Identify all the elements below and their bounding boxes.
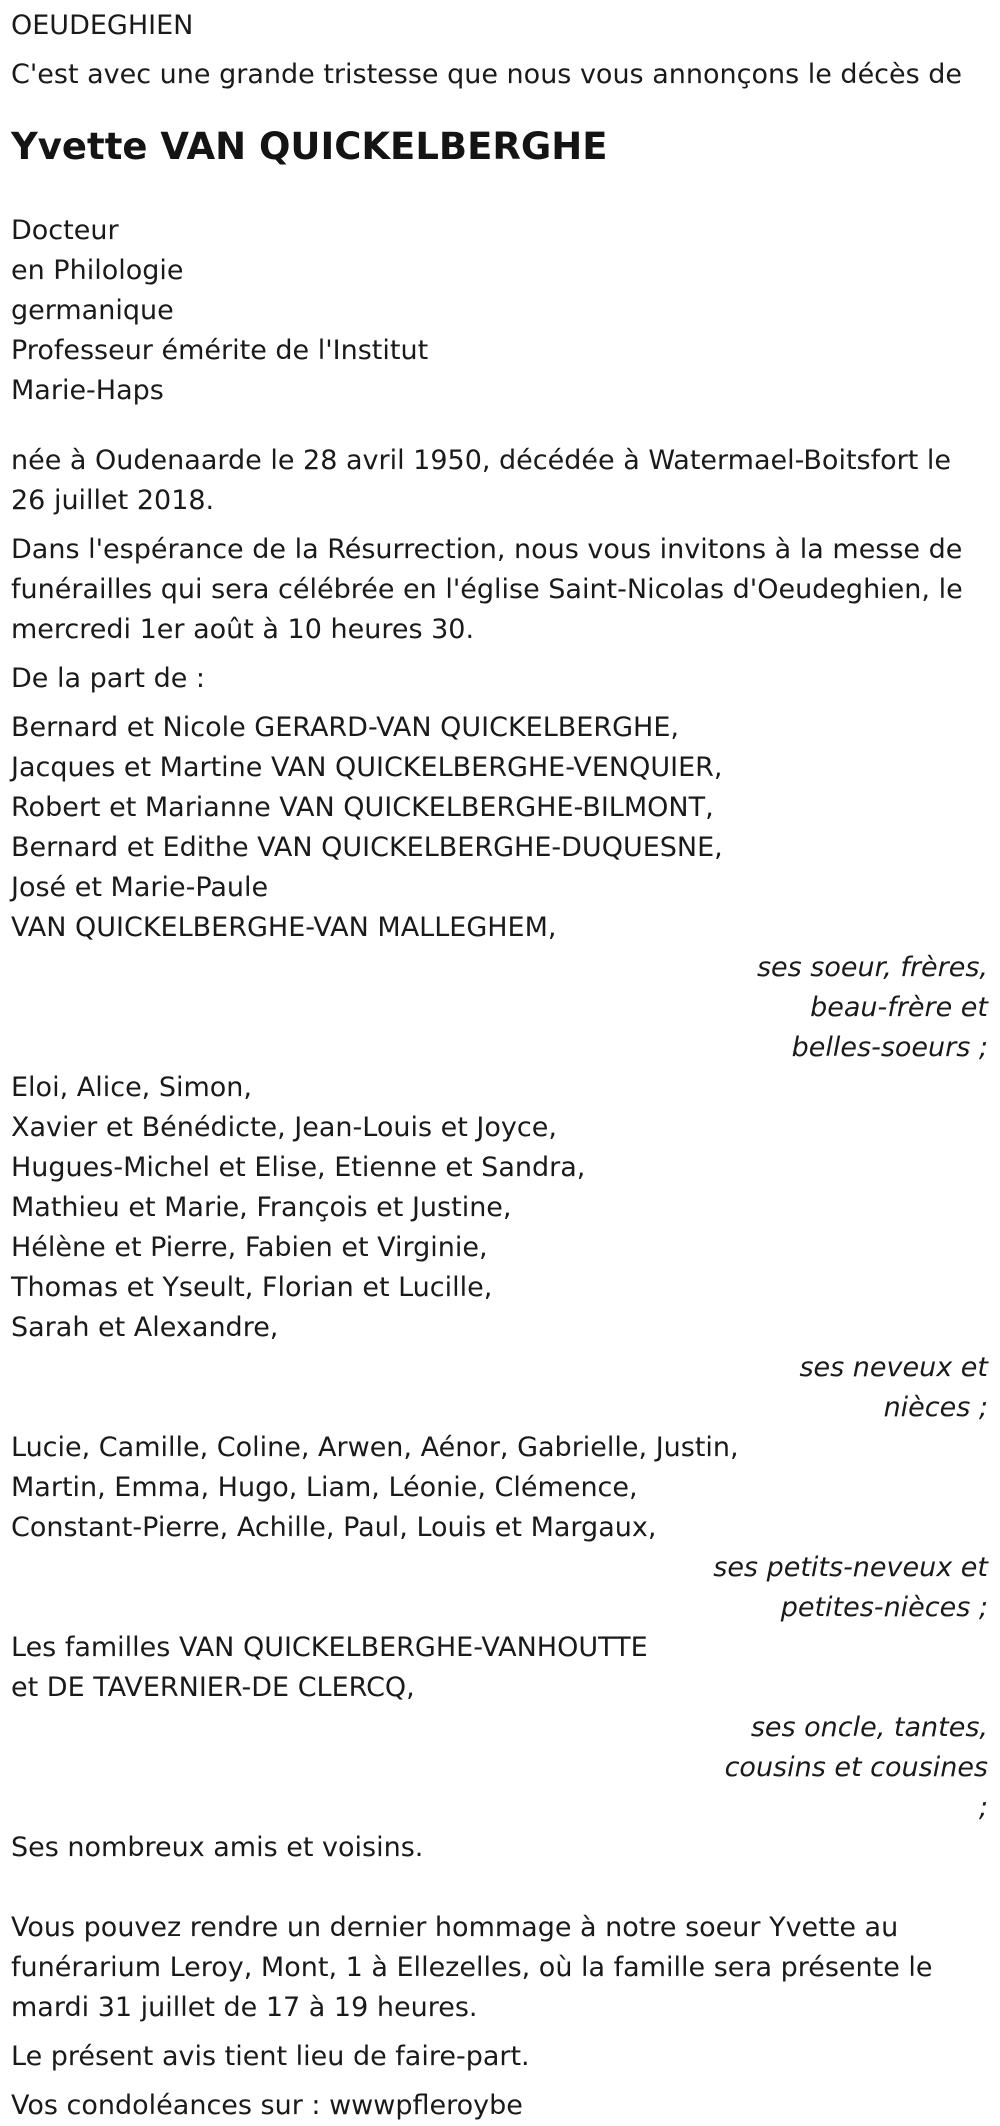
- relation-line: ses oncle, tantes,: [750, 1712, 988, 1743]
- family-name-line: Eloi, Alice, Simon,: [11, 1072, 252, 1103]
- relation-line: cousins et cousines: [724, 1752, 988, 1783]
- family-group-relatives: [11, 1628, 988, 1828]
- relation-line: belles-soeurs ;: [791, 1032, 988, 1063]
- relation-line: petites-nièces ;: [780, 1592, 988, 1623]
- family-name-line: Lucie, Camille, Coline, Arwen, Aénor, Gabrielle, Justin,: [11, 1432, 739, 1463]
- family-name-line: Martin, Emma, Hugo, Liam, Léonie, Clémence,: [11, 1472, 638, 1503]
- relation-line: ses neveux et: [799, 1352, 988, 1383]
- relation-line: nièces ;: [883, 1392, 988, 1423]
- family-name-line: Thomas et Yseult, Florian et Lucille,: [11, 1272, 493, 1303]
- family-name-line: Mathieu et Marie, François et Justine,: [11, 1192, 512, 1223]
- family-name-line: Jacques et Martine VAN QUICKELBERGHE-VENQUIER,: [11, 752, 723, 783]
- avis-text: Le présent avis tient lieu de faire-part.: [11, 2041, 530, 2072]
- de-la-part-label: De la part de :: [11, 663, 205, 694]
- family-group-grand-nephews: [11, 1428, 988, 1628]
- family-name-line: Les familles VAN QUICKELBERGHE-VANHOUTTE: [11, 1632, 648, 1663]
- family-name-line: Sarah et Alexandre,: [11, 1312, 279, 1343]
- family-name-line: Constant-Pierre, Achille, Paul, Louis et Margaux,: [11, 1512, 657, 1543]
- location-label: OEUDEGHIEN: [11, 10, 194, 41]
- family-group-nephews: [11, 1068, 988, 1428]
- family-name-line: Robert et Marianne VAN QUICKELBERGHE-BILMONT,: [11, 792, 714, 823]
- family-name-line: Bernard et Edithe VAN QUICKELBERGHE-DUQUESNE,: [11, 832, 723, 863]
- family-name-line: Xavier et Bénédicte, Jean-Louis et Joyce,: [11, 1112, 557, 1143]
- relation-line: ses petits-neveux et: [713, 1552, 988, 1583]
- condoleances-text: Vos condoléances sur : wwwpfleroybe: [11, 2090, 523, 2121]
- birth-death-text: née à Oudenaarde le 28 avril 1950, décédée à Watermael-Boitsfort le 26 juillet 2018.: [11, 445, 952, 516]
- hommage-text: Vous pouvez rendre un dernier hommage à notre soeur Yvette au funérarium Leroy, Mont, 1 à Ellezelles, où la famille sera présente le mardi 31 juillet de 17 à 19 heures.: [11, 1912, 933, 2023]
- title-line: Docteur: [11, 215, 119, 246]
- family-name-line: VAN QUICKELBERGHE-VAN MALLEGHEM,: [11, 912, 557, 943]
- family-name-line: et DE TAVERNIER-DE CLERCQ,: [11, 1672, 415, 1703]
- family-name-line: Hélène et Pierre, Fabien et Virginie,: [11, 1232, 488, 1263]
- deceased-name: Yvette VAN QUICKELBERGHE: [11, 125, 608, 168]
- title-line: en Philologie: [11, 255, 184, 286]
- family-name-line: José et Marie-Paule: [11, 872, 269, 903]
- family-group-siblings: [11, 708, 988, 1068]
- invitation-text: Dans l'espérance de la Résurrection, nous vous invitons à la messe de funérailles qui sera célébrée en l'église Saint-Nicolas d'Oeudeghien, le mercredi 1er août à 10 heures 30.: [11, 534, 963, 645]
- title-line: Marie-Haps: [11, 375, 164, 406]
- relation-line: beau-frère et: [810, 992, 988, 1023]
- title-line: Professeur émérite de l'Institut: [11, 335, 429, 366]
- relation-line: ses soeur, frères,: [756, 952, 988, 983]
- friends-text: Ses nombreux amis et voisins.: [11, 1832, 424, 1863]
- title-line: germanique: [11, 295, 174, 326]
- family-name-line: Hugues-Michel et Elise, Etienne et Sandra,: [11, 1152, 586, 1183]
- intro-text: C'est avec une grande tristesse que nous vous annonçons le décès de: [11, 59, 963, 90]
- family-name-line: Bernard et Nicole GERARD-VAN QUICKELBERGHE,: [11, 712, 679, 743]
- relation-line: ;: [978, 1792, 988, 1823]
